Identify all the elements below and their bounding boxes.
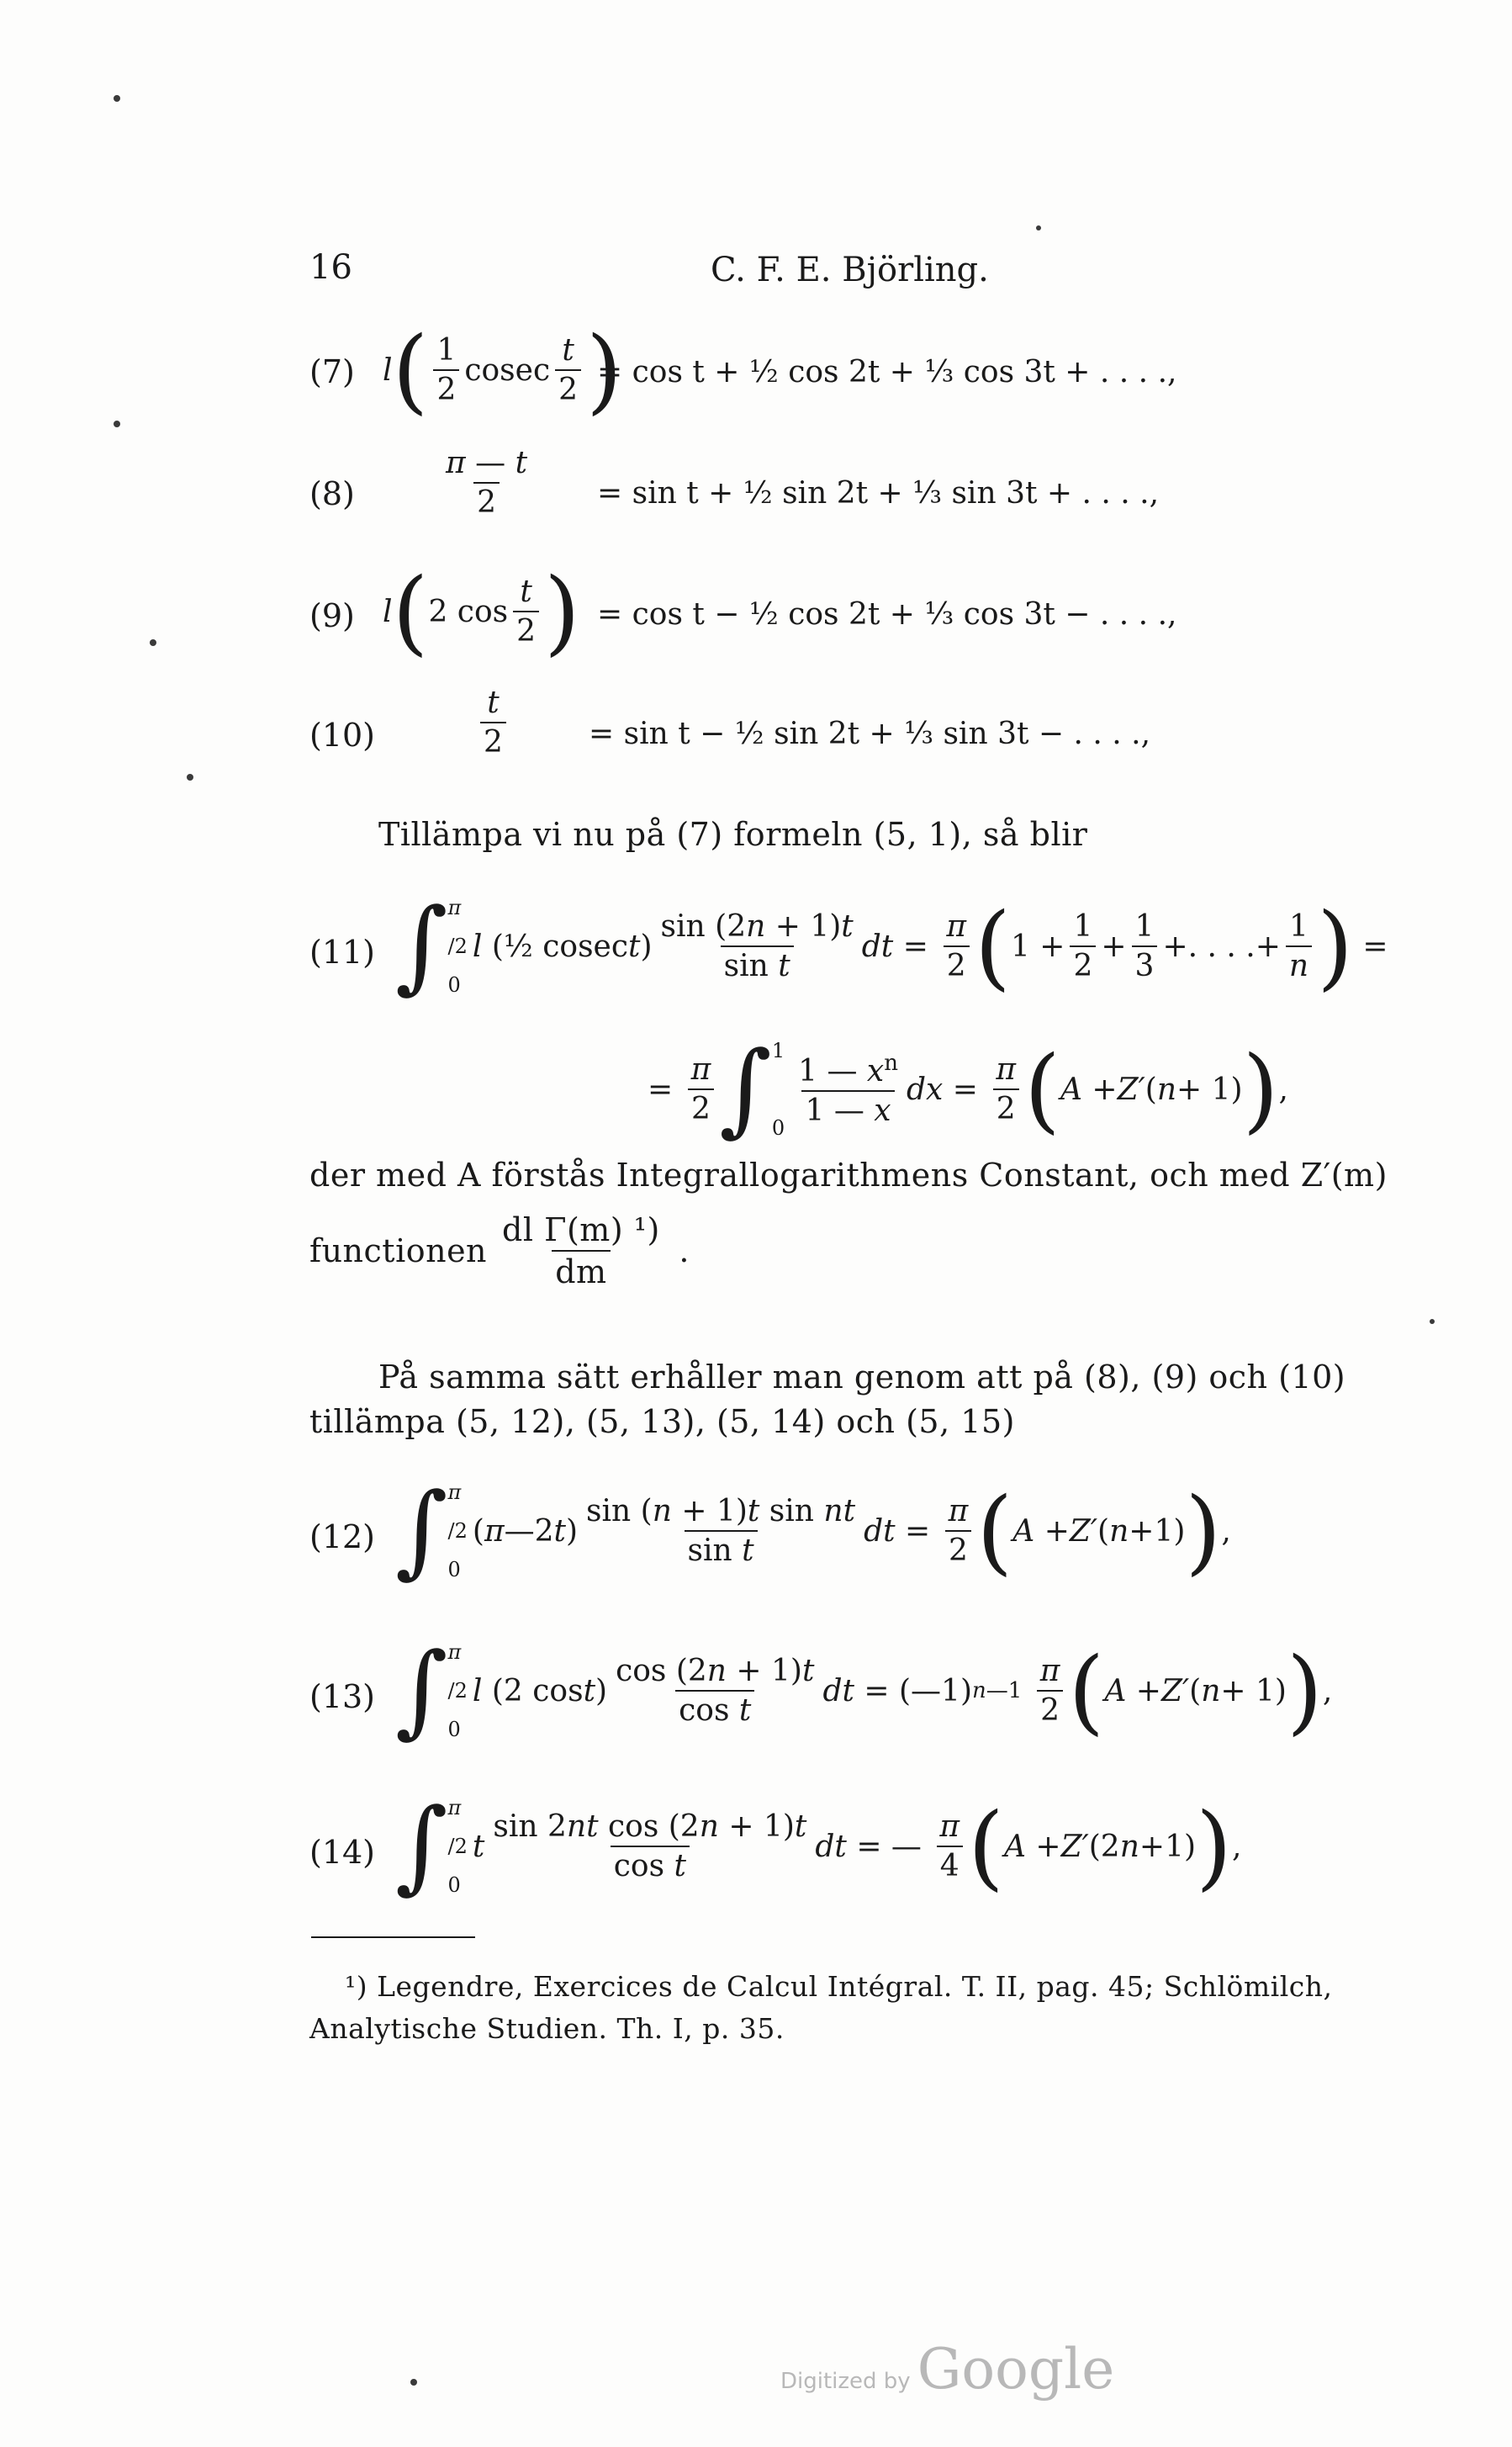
eq10-rhs: = sin t − ½ sin 2t + ⅓ sin 3t − . . . .,	[589, 717, 1151, 751]
paragraph-2-line-1: der med A förstås Integrallogarithmens Constant, och med Z′(m)	[309, 1157, 1388, 1194]
paragraph-3-line-1: På samma sätt erhåller man genom att på (8), (9) och (10)	[378, 1359, 1346, 1396]
footnote-rule	[311, 1936, 475, 1938]
functionen-denominator: dm	[552, 1250, 610, 1290]
scan-speck	[114, 95, 120, 102]
scan-speck	[410, 2379, 417, 2386]
eq7-label: (7)	[309, 353, 355, 390]
footnote-line-2: Analytische Studien. Th. I, p. 35.	[309, 2012, 785, 2045]
watermark-prefix: Digitized by	[780, 2369, 911, 2394]
paragraph-3-line-2: tillämpa (5, 12), (5, 13), (5, 14) och (5, 15)	[309, 1403, 1015, 1440]
footnote-line-1: ¹) Legendre, Exercices de Calcul Intégral. T. II, pag. 45; Schlömilch,	[345, 1970, 1333, 2003]
eq13-body: ∫ π /2 0 l (2 cos t ) $\frac{\cos (2n + 1)t}{\text{cos t}}$ dt = (—1) n—1 $\frac{\pi}{2}$ ( A + Z′ ( n + 1) ) ,	[395, 1632, 1333, 1749]
eq11-line1: ∫ π /2 0 l (½ cosec t ) $\frac{\sin (2n + 1)t}{\text{sin t}}$ dt = $\frac{\pi}{2}$ ( 1 + $\frac{1}{2}$ + $\frac{1}{3}$ +. . . .+ $\frac{1}{n}$ ) =	[395, 887, 1388, 1004]
eq14-body: ∫ π /2 0 t $\frac{\text{sin 2nt cos (2n + 1)t}}{\text{cos t}}$ dt = — $\frac{\pi}{4}$ ( A + Z′ (2 n +1) ) ,	[395, 1788, 1242, 1904]
functionen-word: functionen	[309, 1232, 488, 1269]
scan-speck	[150, 639, 156, 646]
eq8-label: (8)	[309, 475, 355, 512]
eq13-label: (13)	[309, 1678, 376, 1715]
digitized-watermark	[780, 2337, 1114, 2402]
eq9-lhs: l ( 2 cos $\frac{t}{2}$ )	[383, 558, 580, 665]
page-number: 16	[309, 248, 352, 287]
scan-speck	[187, 774, 193, 781]
eq11-line2: = $\frac{\pi}{2}$ ∫ 1 0 $\frac{1 — x^n}{1 — x}$ dx = $\frac{\pi}{2}$ ( A + Z′ ( n + 1) ) ,	[648, 1030, 1288, 1147]
google-logo: Google	[917, 2337, 1115, 2402]
eq12-body: ∫ π /2 0 ( π —2 t ) $\frac{\text{sin (n + 1)t sin nt}}{\text{sin t}}$ dt = $\frac{\pi}{2}$ ( A + Z′ ( n +1) ) ,	[395, 1472, 1231, 1589]
functionen-numerator: dl Γ(m) ¹)	[502, 1211, 660, 1248]
eq7-lhs: l ( $\frac{1}{2}$ cosec $\frac{t}{2}$ )	[383, 316, 622, 424]
paragraph-1: Tillämpa vi nu på (7) formeln (5, 1), så blir	[378, 816, 1088, 853]
eq9-rhs: = cos t − ½ cos 2t + ⅓ cos 3t − . . . .,	[597, 597, 1177, 632]
paragraph-2-line-2: functionen $\frac{\text{dl Γ(m) ¹)}}{dm}$ .	[309, 1211, 690, 1290]
scan-speck	[1430, 1319, 1435, 1324]
eq12-label: (12)	[309, 1518, 376, 1555]
scan-speck	[114, 421, 120, 427]
eq10-lhs: $\frac{t}{2}$	[475, 686, 511, 760]
eq8-rhs: = sin t + ½ sin 2t + ⅓ sin 3t + . . . .,	[597, 476, 1160, 511]
eq7-rhs: = cos t + ½ cos 2t + ⅓ cos 3t + . . . .,	[597, 355, 1177, 389]
eq10-label: (10)	[309, 717, 376, 754]
eq11-label: (11)	[309, 934, 376, 971]
running-title: C. F. E. Björling.	[711, 251, 989, 289]
eq9-label: (9)	[309, 597, 355, 634]
scan-speck	[1036, 225, 1041, 230]
eq14-label: (14)	[309, 1834, 376, 1871]
eq8-lhs: $\frac{\pi — t}{2}$	[446, 446, 528, 520]
